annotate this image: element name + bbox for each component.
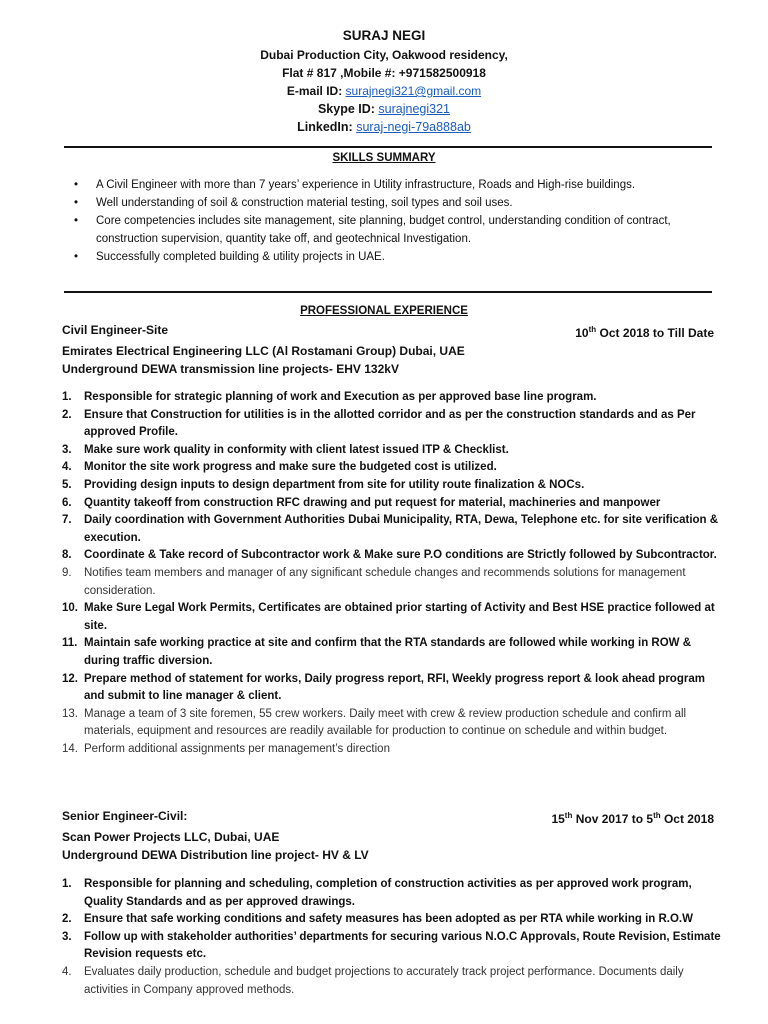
flat-mobile-line: Flat # 817 ,Mobile #: +971582500918: [282, 66, 486, 80]
duty-item: 1. Responsible for strategic planning of work and Execution as per approved base line program.: [62, 391, 597, 403]
duties-list: [62, 876, 722, 999]
skype-label: Skype ID:: [317, 102, 375, 116]
duty-item: 6. Quantity takeoff from construction RFC drawing and put request for material, machineries and manpower: [62, 496, 661, 509]
linkedin-label: LinkedIn:: [297, 120, 353, 134]
bullet-icon: •: [74, 251, 79, 263]
divider-top: [64, 146, 712, 148]
job-project: Underground DEWA Distribution line project- HV & LV: [62, 848, 369, 862]
job-dates: 10th Oct 2018 to Till Date: [575, 325, 714, 340]
duty-item: 11. Maintain safe working practice at site and confirm that the RTA standards are followed while working in ROW & during traffic diversion.: [62, 637, 692, 667]
skill-item: • A Civil Engineer with more than 7 years’ experience in Utility infrastructure, Roads and High-rise buildings.: [74, 176, 724, 194]
duty-item: 10. Make Sure Legal Work Permits, Certificates are obtained prior starting of Activity and Best HSE practice followed at site.: [62, 602, 715, 632]
experience-title: PROFESSIONAL EXPERIENCE: [300, 305, 468, 317]
bullet-icon: •: [74, 197, 79, 209]
skype-line: [0, 100, 768, 118]
duty-item: 1. Responsible for planning and scheduling, completion of construction activities as per approved work program, Quality Standards and as per approved drawings.: [62, 878, 692, 908]
duty-item: 14. Perform additional assignments per management’s direction: [62, 742, 390, 755]
duty-item: 3. Make sure work quality in conformity with client latest issued ITP & Checklist.: [62, 443, 509, 456]
job-header: [62, 807, 714, 864]
duty-item: 13. Manage a team of 3 site foremen, 55 crew workers. Daily meet with crew & review production schedule and confirm all materials, equipment and resources are readily available for production to continue on schedule and within budget.: [62, 707, 687, 738]
skills-list: [74, 176, 724, 266]
email-line: [0, 82, 768, 100]
duty-item: 4. Evaluates daily production, schedule and budget projections to accurately track project performance. Documents daily activities in Company approved methods.: [62, 965, 684, 996]
duty-item: 2. Ensure that safe working conditions and safety measures has been adopted as per RTA while working in R.O.W: [62, 913, 693, 926]
job-dates: 15th Nov 2017 to 5th Oct 2018: [551, 811, 714, 826]
email-link[interactable]: surajnegi321@gmail.com: [345, 84, 482, 98]
job-role: Senior Engineer-Civil:: [62, 809, 188, 823]
address-line: Dubai Production City, Oakwood residency,: [260, 48, 508, 62]
linkedin-line: [0, 118, 768, 136]
duty-item: 8. Coordinate & Take record of Subcontractor work & Make sure P.O conditions are Strictly followed by Subcontractor.: [62, 549, 717, 562]
duty-item: 9. Notifies team members and manager of any significant schedule changes and recommends solutions for management consideration.: [62, 566, 686, 597]
job-company: Emirates Electrical Engineering LLC (Al Rostamani Group) Dubai, UAE: [62, 344, 465, 358]
divider-middle: [64, 291, 712, 293]
duty-item: 2. Ensure that Construction for utilities is in the allotted corridor and as per the construction standards and as Per approved Profile.: [62, 408, 696, 439]
skill-item: • Well understanding of soil & construction material testing, soil types and soil uses.: [74, 194, 724, 212]
bullet-icon: •: [74, 215, 79, 227]
skill-item: • Successfully completed building & utility projects in UAE.: [74, 248, 724, 266]
job-role: Civil Engineer-Site: [62, 323, 169, 337]
duty-item: 5. Providing design inputs to design department from site for utility route finalization & NOCs.: [62, 478, 585, 491]
duties-list: [62, 389, 722, 758]
bullet-icon: •: [74, 179, 79, 191]
duty-item: 3. Follow up with stakeholder authorities’ departments for securing various N.O.C Approvals, Route Revision, Estimate Revision requests etc.: [62, 930, 721, 961]
job-project: Underground DEWA transmission line projects- EHV 132kV: [62, 362, 399, 376]
duty-item: 4. Monitor the site work progress and make sure the budgeted cost is utilized.: [62, 461, 497, 474]
candidate-name: SURAJ NEGI: [342, 28, 426, 43]
job-company: Scan Power Projects LLC, Dubai, UAE: [62, 830, 280, 844]
duty-item: 12. Prepare method of statement for works, Daily progress report, RFI, Weekly progress report & look ahead program and submit to line manager & client.: [62, 672, 705, 703]
email-label: E-mail ID:: [286, 84, 343, 98]
duty-item: 7. Daily coordination with Government Authorities Dubai Municipality, RTA, Dewa, Telephone etc. for site verification & execution.: [62, 514, 719, 544]
contact-header: [0, 26, 768, 136]
skype-link[interactable]: surajnegi321: [378, 102, 451, 116]
skills-title: SKILLS SUMMARY: [332, 152, 436, 164]
skill-item: • Core competencies includes site management, site planning, budget control, understanding condition of contract, construction supervision, quantity take off, and geotechnical Investigation.: [74, 212, 724, 248]
job-header: [62, 321, 714, 378]
linkedin-link[interactable]: suraj-negi-79a888ab: [356, 120, 471, 134]
